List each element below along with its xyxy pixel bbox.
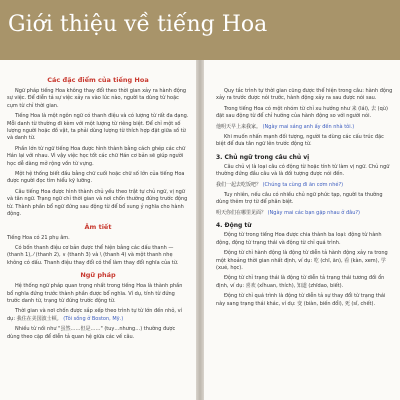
paragraph: Có bốn thanh điệu cơ bản được thể hiện bằng các dấu thanh — (thanh 1), ⁄ (thanh 2), ∨ (thanh 3) và \ (thanh 4) và một thanh nhẹ không có dấu. Thanh điệu thay đổi có thể làm thay đổi nghĩa của từ. [7, 244, 179, 266]
left-page [0, 60, 196, 400]
chapter-header [0, 0, 400, 60]
paragraph: Tiếng Hoa có 21 phụ âm. [7, 234, 70, 241]
example [216, 210, 394, 217]
example-chinese: 明天你们在哪里见面？ [216, 209, 267, 216]
right-page-content [216, 88, 394, 311]
paragraph-text: Thời gian và nơi chốn được sắp xếp theo trình tự từ lớn đến nhỏ, ví dụ: [7, 308, 182, 322]
paragraph: Câu chủ vị là loại câu có động từ hoặc tính từ làm vị ngữ. Chủ ngữ thường đứng đầu câu và là đối tượng được nói đến. [216, 163, 390, 178]
section-heading-subject: 3. Chủ ngữ trong câu chủ vị [216, 153, 310, 161]
paragraph: Động từ chỉ trạng thái là động từ diễn tả trạng thái tương đối ổn định, ví dụ: 喜欢 (xǐhuan, thích), 知道 (zhīdao, biết). [216, 275, 385, 289]
example [216, 182, 394, 189]
paragraph: Quy tắc trình tự thời gian cũng được thể hiện trong câu: hành động xảy ra trước được nói trước, hành động xảy ra sau được nói sau. [216, 88, 393, 102]
paragraph: Phần lớn từ ngữ tiếng Hoa được hình thành bằng cách ghép các chữ Hán lại với nhau. Vì vậy việc học tốt các chữ Hán cơ bản sẽ giúp người học dễ dàng mở rộng vốn từ vựng. [7, 145, 186, 167]
book-gutter [196, 60, 204, 400]
paragraph: Một hệ thống biết đầu bằng chữ cuối hoặc chữ số lớn của tiếng Hoa được người đọc tìm hiểu kỹ lưỡng. [7, 171, 185, 185]
paragraph [7, 308, 189, 323]
example-translation: (Tôi sống ở Boston, Mỹ.) [63, 315, 124, 322]
paragraph: Động từ trong tiếng Hoa được chia thành ba loại: động từ hành động, động từ trạng thái và động từ chỉ quá trình. [216, 232, 382, 246]
paragraph: Hệ thống ngữ pháp quan trọng nhất trong tiếng Hoa là thành phần bổ nghĩa đứng trước thành phần được bổ nghĩa. Ví dụ, tính từ đứng trước danh từ, trạng từ đứng trước động từ. [7, 283, 183, 304]
example-chinese: 我们一起去吃饭吧？ [216, 181, 262, 188]
paragraph: Động từ chỉ quá trình là động từ diễn tả sự thay đổi từ trạng thái này sang trạng thái khác, ví dụ: 变 (biàn, biến đổi), 死 (sǐ, chết). [216, 293, 386, 307]
example-translation: (Chúng ta cùng đi ăn cơm nhé?) [262, 181, 344, 188]
left-page-content [7, 72, 189, 344]
paragraph: Động từ chỉ hành động là động từ diễn tả hành động xảy ra trong một khoảng thời gian nhất định, ví dụ: 吃 (chī, ăn), 看 (kàn, xem), 学 (xué, học). [216, 250, 388, 271]
section-title-syllables: Âm tiết [84, 222, 112, 231]
paragraph: Ngữ pháp tiếng Hoa không thay đổi theo thời gian xảy ra hành động sự việc. Để diễn tả sự việc xảy ra vào lúc nào, người ta dùng từ hoặc cụm từ chỉ thời gian. [7, 88, 187, 109]
example-chinese: 他明天早上来我家。 [216, 123, 262, 130]
example [216, 124, 394, 131]
example-chinese: 我住在美国波士顿。 [16, 315, 62, 322]
paragraph: Tuy nhiên, nếu câu có nhiều chủ ngữ phức tạp, người ta thường dùng thêm trợ từ để phân biệt. [216, 192, 383, 206]
paragraph: Trong tiếng Hoa có một nhóm từ chỉ xu hướng như 来 (lái), 去 (qù) đặt sau động từ để chỉ hướng của hành động so với người nói. [216, 105, 388, 120]
paragraph: Khi muốn nhấn mạnh đối tượng, người ta dùng các cấu trúc đặc biệt để đưa tân ngữ lên trước động từ. [216, 134, 384, 148]
example-translation: (Ngày mai sáng anh ấy đến nhà tôi.) [262, 123, 355, 130]
paragraph: Tiếng Hoa là một ngôn ngữ có thanh điệu và có lượng từ rất đa dạng. Mỗi danh từ thường đi kèm với một lượng từ riêng biệt. Để chỉ một số lượng người hoặc đồ vật, ta phải dùng lượng từ thích hợp đặt giữa số từ và danh từ. [7, 113, 189, 142]
chapter-title: Giới thiệu về tiếng Hoa [8, 12, 268, 37]
right-page [204, 60, 400, 400]
section-title-grammar: Ngữ pháp [80, 271, 116, 280]
section-heading-verbs: 4. Động từ [216, 222, 252, 230]
example-translation: (Ngày mai các bạn gặp nhau ở đâu?) [267, 209, 360, 216]
paragraph: Nhiều từ nối như "虽然……但是……" (tuy…nhưng…) thường được dùng theo cặp để diễn tả quan hệ giữa các vế câu. [7, 326, 176, 340]
paragraph: Câu tiếng Hoa được hình thành chủ yếu theo trật tự chủ ngữ, vị ngữ và tân ngữ. Trạng ngữ chỉ thời gian và nơi chốn thường đứng trước động từ. Thành phần bổ ngữ đứng sau động từ để bổ sung ý nghĩa cho hành động. [7, 188, 188, 218]
section-title-features: Các đặc điểm của tiếng Hoa [47, 76, 149, 84]
